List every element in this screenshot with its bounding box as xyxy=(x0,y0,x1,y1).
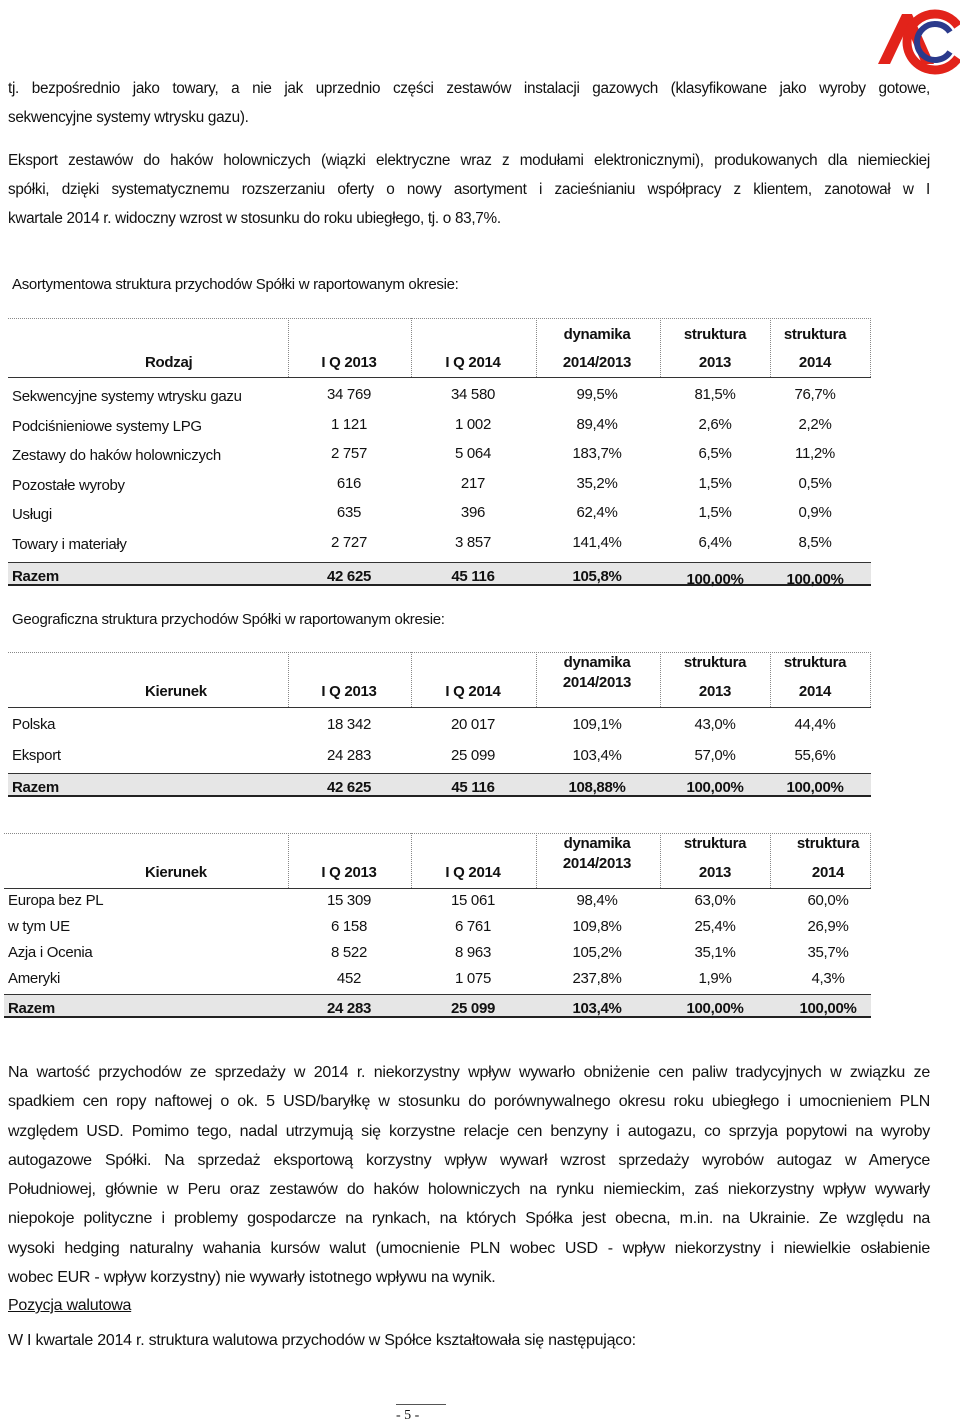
column-header: dynamika xyxy=(563,654,631,671)
table-cell: 103,4% xyxy=(572,747,622,764)
outro-line: niepokoje polityczne i problemy gospodarcze na rynkach, na których Spółka jest obecna, m.in. na Ukrainie. Ze względu na xyxy=(8,1210,930,1228)
column-header: 2014 xyxy=(811,864,845,881)
table-header-rule xyxy=(4,833,871,834)
column-header: I Q 2013 xyxy=(321,354,377,371)
table-cell: 25,4% xyxy=(694,918,736,935)
table-cell: 25 099 xyxy=(450,747,496,764)
table-cell: 6,4% xyxy=(698,534,732,551)
column-header: I Q 2014 xyxy=(445,354,501,371)
table-cell: 8 522 xyxy=(330,944,368,961)
table-cell: 109,1% xyxy=(572,716,622,733)
row-label: Europa bez PL xyxy=(8,892,104,909)
total-cell: 42 625 xyxy=(326,568,372,585)
column-header: struktura xyxy=(783,326,847,343)
intro-line: Eksport zestawów do haków holowniczych (wiązki elektryczne wraz z modułami elektronicznymi), produkowanych dla niemieckiej xyxy=(8,152,930,169)
table-cell: 635 xyxy=(336,504,362,522)
column-header: Kierunek xyxy=(145,864,207,881)
table-cell: 1 121 xyxy=(330,415,368,433)
table-cell: 217 xyxy=(460,474,486,492)
column-header: 2013 xyxy=(698,683,732,700)
table-cell: 1,9% xyxy=(698,970,732,987)
currency-intro xyxy=(8,1332,930,1350)
intro-line: spółki, dzięki systematycznemu rozszerzaniu oferty o nowy asortyment i zacieśnianiu współpracy z klientem, zanotował w I xyxy=(8,181,930,198)
intro-line: tj. bezpośrednio jako towary, a nie jak uprzednio części zestawów instalacji gazowych (klasyfikowane jako wyroby gotowe, xyxy=(8,80,930,97)
section-title-text: Pozycja walutowa xyxy=(8,1297,132,1314)
total-cell: 100,00% xyxy=(786,779,844,796)
column-header: I Q 2014 xyxy=(445,864,501,881)
total-label: Razem xyxy=(12,779,59,796)
outro-line: autogazowe Spółki. Na sprzedaż eksportową korzystny wpływ wywarł wzrost sprzedaży wyrobów autogaz w Ameryce xyxy=(8,1151,930,1169)
table-cell: 2 757 xyxy=(330,445,368,463)
table-cell: 6,5% xyxy=(698,445,732,463)
table-cell: 109,8% xyxy=(572,918,622,935)
outro-line: Południowej, głównie w Peru oraz zestawów do haków holowniczych na rynku niemieckim, zaś niekorzystny wpływ wywarły xyxy=(8,1181,930,1199)
table-cell: 63,0% xyxy=(694,892,736,909)
table-header-divider xyxy=(411,833,412,888)
column-header: struktura xyxy=(783,654,847,671)
table1-heading: Asortymentowa struktura przychodów Spółki w raportowanym okresie: xyxy=(12,276,459,293)
outro-line: Na wartość przychodów ze sprzedaży w 2014 r. niekorzystny wpływ wywarło obniżenie cen paliw tradycyjnych w związku ze xyxy=(8,1064,930,1081)
table-cell: 2,2% xyxy=(798,415,832,433)
total-cell: 100,00% xyxy=(686,779,744,796)
row-label: Sekwencyjne systemy wtrysku gazu xyxy=(12,388,242,405)
table-cell: 35,1% xyxy=(694,944,736,961)
table-header-divider xyxy=(770,833,771,888)
table-cell: 141,4% xyxy=(572,534,622,551)
row-label: Ameryki xyxy=(8,970,61,987)
total-cell: 105,8% xyxy=(572,568,622,585)
column-header: 2014/2013 xyxy=(562,674,632,691)
column-header: 2014/2013 xyxy=(562,855,632,872)
table-cell: 62,4% xyxy=(576,504,618,522)
table-cell: 99,5% xyxy=(576,386,618,403)
table-header-divider xyxy=(660,833,661,888)
outro-paragraph xyxy=(8,1058,930,1292)
outro-line: względem USD. Pomimo tego, nadal utrzymują się korzystne relacje cen benzyny i autogazu, co sprzyja popytowi na wyroby xyxy=(8,1122,930,1140)
row-label: Podciśnieniowe systemy LPG xyxy=(12,417,202,435)
table-cell: 15 309 xyxy=(326,892,372,909)
footer-rule xyxy=(396,1404,446,1405)
table-cell: 2,6% xyxy=(698,415,732,433)
table-cell: 8 963 xyxy=(454,944,492,961)
column-header: I Q 2013 xyxy=(321,683,377,700)
table-cell: 8,5% xyxy=(798,534,832,551)
column-header: dynamika xyxy=(563,835,631,852)
total-row-top-rule xyxy=(4,994,871,995)
table-cell: 81,5% xyxy=(694,386,736,403)
table2-heading: Geograficzna struktura przychodów Spółki w raportowanym okresie: xyxy=(12,611,445,628)
table-cell: 34 580 xyxy=(450,386,496,403)
outro-line: spadkiem cen ropy naftowej o ok. 5 USD/baryłkę w stosunku do porównywalnego okresu roku ubiegłego i umocnieniem PLN xyxy=(8,1093,930,1111)
outro-line: wysoki hedging naturalny wahania kursów walut (umocnienie PLN wobec USD - wpływ niekorzystny i niewielkie osłabienie xyxy=(8,1239,930,1257)
total-cell: 100,00% xyxy=(786,571,844,588)
table-cell: 24 283 xyxy=(326,747,372,764)
column-header: struktura xyxy=(683,326,747,343)
table-cell: 44,4% xyxy=(794,716,836,733)
total-cell: 100,00% xyxy=(686,1000,744,1017)
column-header: dynamika xyxy=(563,326,631,343)
total-cell: 42 625 xyxy=(326,779,372,796)
row-label: Pozostałe wyroby xyxy=(12,476,125,494)
row-label: Azja i Ocenia xyxy=(8,944,93,961)
total-cell: 25 099 xyxy=(450,1000,496,1017)
table-cell: 18 342 xyxy=(326,716,372,733)
page-number: - 5 - xyxy=(396,1408,420,1423)
column-header: I Q 2014 xyxy=(445,683,501,700)
table-cell: 55,6% xyxy=(794,747,836,764)
table-cell: 6 761 xyxy=(454,918,492,935)
table-cell: 237,8% xyxy=(572,970,622,987)
table-header-bottom-rule xyxy=(4,888,871,889)
table-cell: 3 857 xyxy=(454,534,492,551)
table-cell: 11,2% xyxy=(795,445,835,463)
total-cell: 108,88% xyxy=(568,779,626,796)
column-header: 2014/2013 xyxy=(562,354,632,371)
row-label: Zestawy do haków holowniczych xyxy=(12,447,221,465)
intro-line: kwartale 2014 r. widoczny wzrost w stosunku do roku ubiegłego, tj. o 83,7%. xyxy=(8,210,501,227)
table-cell: 35,7% xyxy=(807,944,849,961)
column-header: 2013 xyxy=(698,354,732,371)
table-cell: 60,0% xyxy=(807,892,849,909)
table-cell: 0,5% xyxy=(798,474,832,492)
table-cell: 105,2% xyxy=(572,944,622,961)
table-cell: 1 002 xyxy=(454,415,492,433)
table-cell: 89,4% xyxy=(576,415,618,433)
total-cell: 45 116 xyxy=(451,568,495,585)
table-cell: 6 158 xyxy=(330,918,368,935)
row-label: Towary i materiały xyxy=(12,536,127,553)
column-header: struktura xyxy=(683,835,747,852)
total-cell: 100,00% xyxy=(799,1000,857,1017)
table-cell: 616 xyxy=(336,474,362,492)
column-header: 2014 xyxy=(798,683,832,700)
table-cell: 26,9% xyxy=(807,918,849,935)
row-label: w tym UE xyxy=(8,918,70,935)
table-header-divider xyxy=(536,833,537,888)
table-cell: 2 727 xyxy=(330,534,368,551)
column-header: 2013 xyxy=(698,864,732,881)
table-cell: 1 075 xyxy=(454,970,492,987)
column-header: I Q 2013 xyxy=(321,864,377,881)
total-label: Razem xyxy=(8,1000,55,1017)
total-label: Razem xyxy=(12,568,59,585)
table-header-divider xyxy=(288,833,289,888)
column-header: struktura xyxy=(796,835,860,852)
table-cell: 15 061 xyxy=(450,892,496,909)
table-cell: 0,9% xyxy=(798,504,832,522)
row-label: Usługi xyxy=(12,506,52,524)
table-cell: 34 769 xyxy=(326,386,372,403)
table-cell: 1,5% xyxy=(698,474,732,492)
table-cell: 396 xyxy=(460,504,486,522)
total-cell: 24 283 xyxy=(326,1000,372,1017)
total-cell: 100,00% xyxy=(686,571,744,588)
column-header: Kierunek xyxy=(145,683,207,700)
column-header: 2014 xyxy=(798,354,832,371)
column-header: struktura xyxy=(683,654,747,671)
table-header-divider xyxy=(870,833,871,888)
table-cell: 5 064 xyxy=(454,445,492,463)
total-cell: 45 116 xyxy=(451,779,495,796)
table-cell: 183,7% xyxy=(572,445,622,463)
intro-line: sekwencyjne systemy wtrysku gazu). xyxy=(8,109,249,126)
table-cell: 4,3% xyxy=(811,970,845,987)
outro-line: wobec EUR - wpływ korzystny) nie wywarły istotnego wpływu na wynik. xyxy=(8,1269,496,1287)
table-cell: 35,2% xyxy=(576,474,618,492)
table-cell: 1,5% xyxy=(698,504,732,522)
table-cell: 76,7% xyxy=(794,386,836,403)
table-cell: 43,0% xyxy=(694,716,736,733)
table-cell: 20 017 xyxy=(450,716,496,733)
table-cell: 57,0% xyxy=(694,747,736,764)
table-cell: 452 xyxy=(336,970,362,987)
currency-intro-text: W I kwartale 2014 r. struktura walutowa przychodów w Spółce kształtowała się następująco: xyxy=(8,1332,636,1349)
row-label: Eksport xyxy=(12,747,61,764)
section-title xyxy=(8,1297,930,1315)
column-header: Rodzaj xyxy=(145,354,193,371)
table-cell: 98,4% xyxy=(576,892,618,909)
row-label: Polska xyxy=(12,716,56,733)
total-cell: 103,4% xyxy=(572,1000,622,1017)
